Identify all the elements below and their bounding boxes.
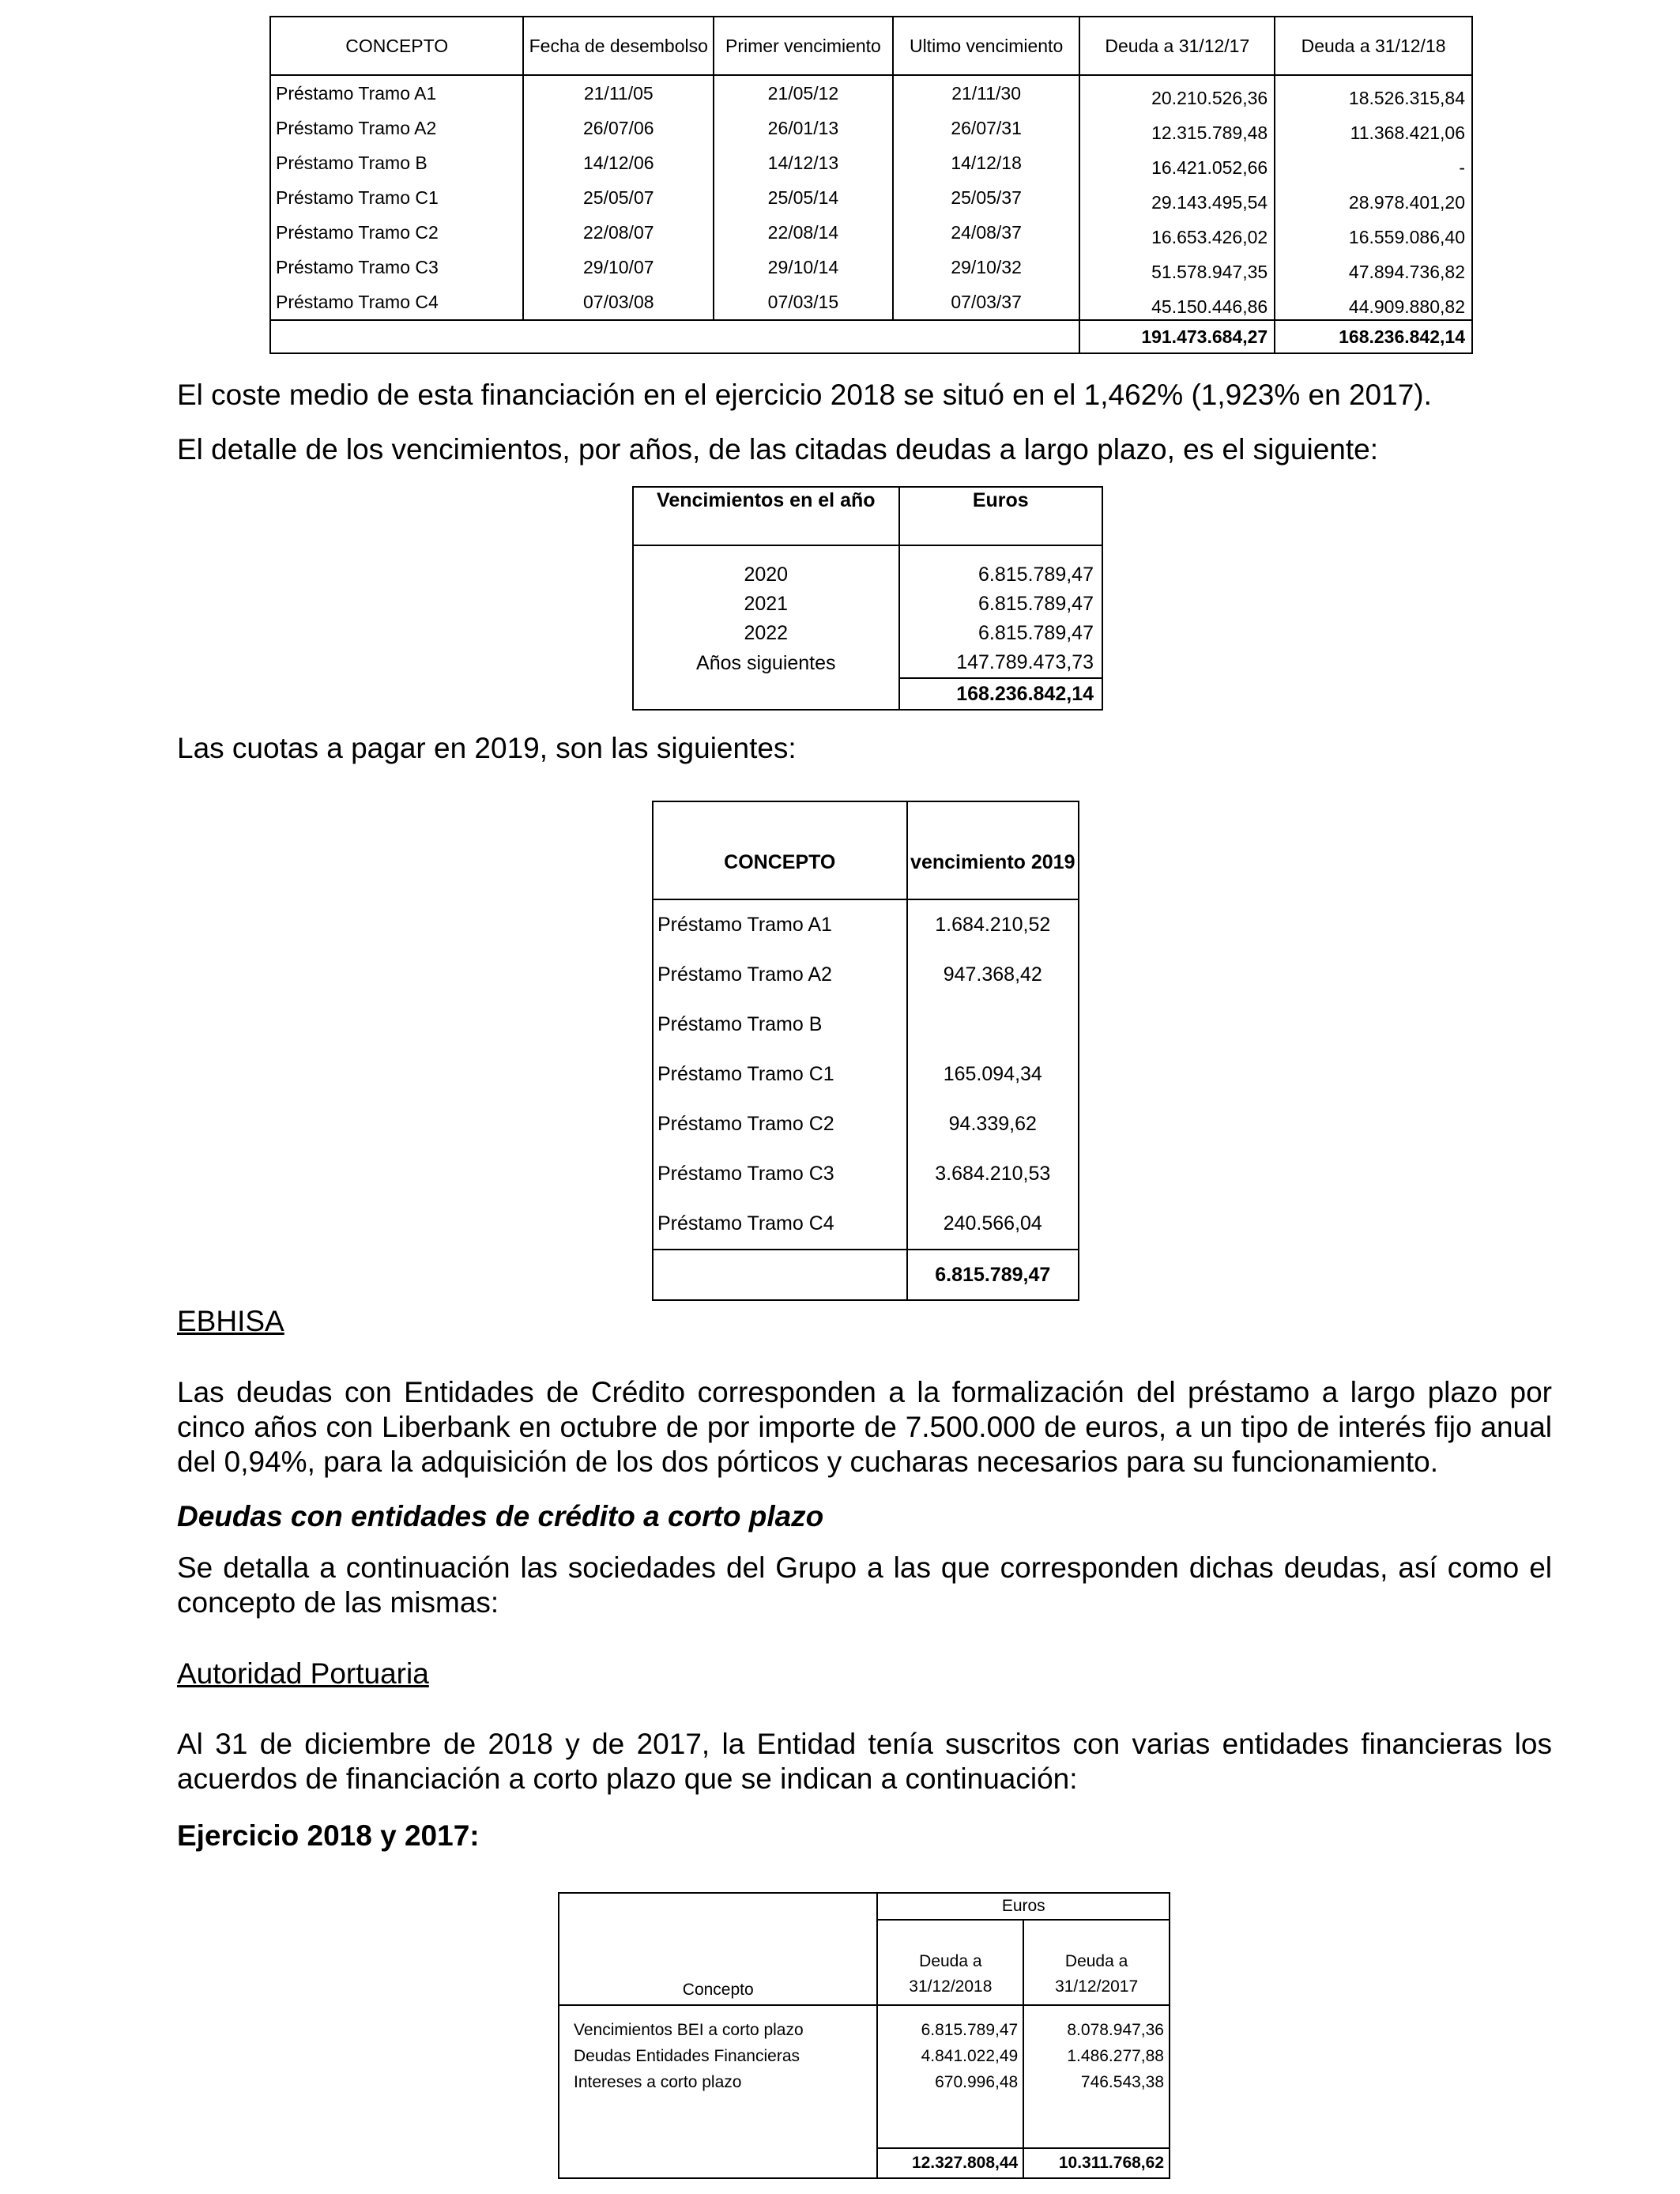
header-fecha-desembolso: Fecha de desembolso <box>523 17 714 75</box>
header-line: Deuda a <box>919 1952 982 1970</box>
cell-date: 26/07/06 <box>523 111 714 145</box>
paragraph-acuerdos-financiacion: Al 31 de diciembre de 2018 y de 2017, la Entidad tenía suscritos con varias entidades financieras los acuerdos de financiación a corto plazo que se indican a continuación: <box>177 1728 1552 1795</box>
cell-amount: 8.078.947,36 <box>1023 2005 1170 2043</box>
table-row <box>653 899 1079 950</box>
table-total-row <box>559 2148 1170 2178</box>
cell-amount: 94.339,62 <box>907 1099 1079 1149</box>
cell-concept: Préstamo Tramo C4 <box>653 1199 907 1250</box>
cell-amount: 147.789.473,73 <box>899 648 1102 678</box>
cell-amount <box>907 1000 1079 1050</box>
total-empty-cell <box>633 678 899 710</box>
cell-date: 14/12/13 <box>714 145 893 180</box>
cell-concept: Préstamo Tramo A1 <box>653 899 907 950</box>
cell-amount: 6.815.789,47 <box>877 2005 1023 2043</box>
cell-concept: Préstamo Tramo C2 <box>270 215 523 250</box>
spacer-row <box>633 545 1102 560</box>
cell-amount: 16.559.086,40 <box>1275 215 1472 250</box>
cell-year: 2022 <box>633 619 899 648</box>
cell-year: 2021 <box>633 590 899 619</box>
heading-ebhisa: EBHISA <box>177 1305 284 1337</box>
table-row <box>270 285 1472 320</box>
table-header-row <box>653 801 1079 899</box>
cell-concept: Vencimientos BEI a corto plazo <box>559 2005 877 2043</box>
header-line: 31/12/2018 <box>909 1977 993 1996</box>
header-deuda-2018 <box>877 1920 1023 2005</box>
cell-date: 21/05/12 <box>714 75 893 111</box>
cell-concept: Préstamo Tramo A2 <box>270 111 523 145</box>
cell-amount: 44.909.880,82 <box>1275 285 1472 320</box>
paragraph-ebhisa: Las deudas con Entidades de Crédito corresponden a la formalización del préstamo a largo plazo por cinco años con Liberbank en octubre de por importe de 7.500.000 de euros, a un tipo de interés fijo anual del 0,94%, para la adquisición de los dos pórticos y cucharas necesarios para su funcionamiento. <box>177 1376 1552 1478</box>
cell-amount: - <box>1275 145 1472 180</box>
table-row <box>653 1099 1079 1149</box>
table-header-row <box>633 487 1102 545</box>
table-row <box>270 75 1472 111</box>
table-row <box>559 2005 1170 2043</box>
cell-date: 25/05/37 <box>893 180 1080 215</box>
cell-concept: Préstamo Tramo B <box>653 1000 907 1050</box>
cell-amount: 18.526.315,84 <box>1275 75 1472 111</box>
spacer-row <box>559 2095 1170 2148</box>
header-vencimiento-2019: vencimiento 2019 <box>907 801 1079 899</box>
cell-concept: Deudas Entidades Financieras <box>559 2043 877 2069</box>
installments-2019-table <box>652 801 1079 1301</box>
cell-amount: 670.996,48 <box>877 2069 1023 2095</box>
cell-date: 22/08/14 <box>714 215 893 250</box>
cell-date: 14/12/18 <box>893 145 1080 180</box>
header-concepto: CONCEPTO <box>270 17 523 75</box>
cell-date: 07/03/37 <box>893 285 1080 320</box>
table-row <box>653 1000 1079 1050</box>
paragraph-coste-medio: El coste medio de esta financiación en el ejercicio 2018 se situó en el 1,462% (1,923% en 2017). <box>177 379 1432 411</box>
cell-amount: 12.315.789,48 <box>1079 111 1275 145</box>
total-2017: 191.473.684,27 <box>1079 320 1275 353</box>
header-concepto: CONCEPTO <box>653 801 907 899</box>
total-empty-cell <box>270 320 1079 353</box>
cell-date: 24/08/37 <box>893 215 1080 250</box>
cell-year: 2020 <box>633 560 899 590</box>
total-2017: 10.311.768,62 <box>1023 2148 1170 2178</box>
table-row <box>633 648 1102 678</box>
cell-date: 29/10/14 <box>714 250 893 285</box>
cell-amount: 29.143.495,54 <box>1079 180 1275 215</box>
cell-amount: 165.094,34 <box>907 1050 1079 1099</box>
spacer-cell <box>899 545 1102 560</box>
table-header-row <box>270 17 1472 75</box>
header-deuda-2018: Deuda a 31/12/18 <box>1275 17 1472 75</box>
cell-amount: 6.815.789,47 <box>899 590 1102 619</box>
total-2018: 168.236.842,14 <box>1275 320 1472 353</box>
total-2018: 12.327.808,44 <box>877 2148 1023 2178</box>
cell-concept: Préstamo Tramo C3 <box>653 1149 907 1199</box>
cell-concept: Préstamo Tramo C2 <box>653 1099 907 1149</box>
header-line: 31/12/2017 <box>1055 1977 1139 1996</box>
table-header-row <box>559 1893 1170 1920</box>
header-primer-vencimiento: Primer vencimiento <box>714 17 893 75</box>
table-row <box>270 180 1472 215</box>
cell-amount: 3.684.210,53 <box>907 1149 1079 1199</box>
cell-amount: 746.543,38 <box>1023 2069 1170 2095</box>
header-ultimo-vencimiento: Ultimo vencimiento <box>893 17 1080 75</box>
cell-date: 07/03/08 <box>523 285 714 320</box>
cell-amount: 20.210.526,36 <box>1079 75 1275 111</box>
header-concepto: Concepto <box>559 1893 877 2005</box>
heading-deudas-corto-plazo: Deudas con entidades de crédito a corto plazo <box>177 1500 824 1532</box>
cell-date: 07/03/15 <box>714 285 893 320</box>
table-row <box>633 619 1102 648</box>
cell-date: 25/05/07 <box>523 180 714 215</box>
cell-amount: 240.566,04 <box>907 1199 1079 1250</box>
total-empty-cell <box>559 2148 877 2178</box>
cell-amount: 11.368.421,06 <box>1275 111 1472 145</box>
cell-date: 21/11/30 <box>893 75 1080 111</box>
spacer-cell <box>559 2095 877 2148</box>
cell-amount: 28.978.401,20 <box>1275 180 1472 215</box>
cell-concept: Préstamo Tramo A1 <box>270 75 523 111</box>
spacer-cell <box>633 545 899 560</box>
total-amount: 6.815.789,47 <box>907 1250 1079 1300</box>
table-total-row <box>633 678 1102 710</box>
header-euros: Euros <box>899 487 1102 545</box>
spacer-cell <box>877 2095 1023 2148</box>
cell-date: 26/07/31 <box>893 111 1080 145</box>
header-line: Deuda a <box>1064 1952 1128 1970</box>
table-total-row <box>270 320 1472 353</box>
cell-year: Años siguientes <box>633 648 899 678</box>
cell-amount: 51.578.947,35 <box>1079 250 1275 285</box>
cell-date: 29/10/07 <box>523 250 714 285</box>
header-deuda-2017 <box>1023 1920 1170 2005</box>
cell-amount: 16.421.052,66 <box>1079 145 1275 180</box>
cell-date: 22/08/07 <box>523 215 714 250</box>
paragraph-detalle-vencimientos: El detalle de los vencimientos, por años, de las citadas deudas a largo plazo, es el siguiente: <box>177 433 1378 466</box>
cell-date: 14/12/06 <box>523 145 714 180</box>
cell-concept: Préstamo Tramo B <box>270 145 523 180</box>
table-row <box>653 950 1079 1000</box>
header-vencimientos: Vencimientos en el año <box>633 487 899 545</box>
table-row <box>653 1199 1079 1250</box>
cell-concept: Préstamo Tramo C1 <box>270 180 523 215</box>
heading-autoridad-portuaria: Autoridad Portuaria <box>177 1657 429 1690</box>
cell-amount: 16.653.426,02 <box>1079 215 1275 250</box>
cell-date: 21/11/05 <box>523 75 714 111</box>
header-deuda-2017: Deuda a 31/12/17 <box>1079 17 1275 75</box>
table-row <box>559 2069 1170 2095</box>
table-row <box>653 1149 1079 1199</box>
cell-concept: Préstamo Tramo C4 <box>270 285 523 320</box>
table-row <box>633 590 1102 619</box>
cell-amount: 1.486.277,88 <box>1023 2043 1170 2069</box>
table-row <box>270 145 1472 180</box>
total-amount: 168.236.842,14 <box>899 678 1102 710</box>
cell-amount: 1.684.210,52 <box>907 899 1079 950</box>
table-row <box>559 2043 1170 2069</box>
table-row <box>270 215 1472 250</box>
cell-concept: Préstamo Tramo A2 <box>653 950 907 1000</box>
table-total-row <box>653 1250 1079 1300</box>
cell-amount: 947.368,42 <box>907 950 1079 1000</box>
cell-amount: 4.841.022,49 <box>877 2043 1023 2069</box>
heading-ejercicio: Ejercicio 2018 y 2017: <box>177 1819 480 1852</box>
cell-date: 25/05/14 <box>714 180 893 215</box>
table-row <box>633 560 1102 590</box>
cell-concept: Préstamo Tramo C1 <box>653 1050 907 1099</box>
short-term-debt-table <box>558 1892 1170 2179</box>
table-row <box>270 250 1472 285</box>
loan-tranches-table <box>269 16 1473 354</box>
maturities-table <box>632 486 1103 711</box>
spacer-cell <box>1023 2095 1170 2148</box>
cell-amount: 6.815.789,47 <box>899 619 1102 648</box>
cell-amount: 47.894.736,82 <box>1275 250 1472 285</box>
paragraph-sociedades-grupo: Se detalla a continuación las sociedades del Grupo a las que corresponden dichas deudas, así como el concepto de las mismas: <box>177 1551 1552 1619</box>
cell-date: 26/01/13 <box>714 111 893 145</box>
table-row <box>653 1050 1079 1099</box>
paragraph-cuotas: Las cuotas a pagar en 2019, son las siguientes: <box>177 732 797 764</box>
cell-concept: Préstamo Tramo C3 <box>270 250 523 285</box>
table-row <box>270 111 1472 145</box>
cell-date: 29/10/32 <box>893 250 1080 285</box>
cell-concept: Intereses a corto plazo <box>559 2069 877 2095</box>
cell-amount: 6.815.789,47 <box>899 560 1102 590</box>
header-euros: Euros <box>877 1893 1170 1920</box>
total-empty-cell <box>653 1250 907 1300</box>
cell-amount: 45.150.446,86 <box>1079 285 1275 320</box>
